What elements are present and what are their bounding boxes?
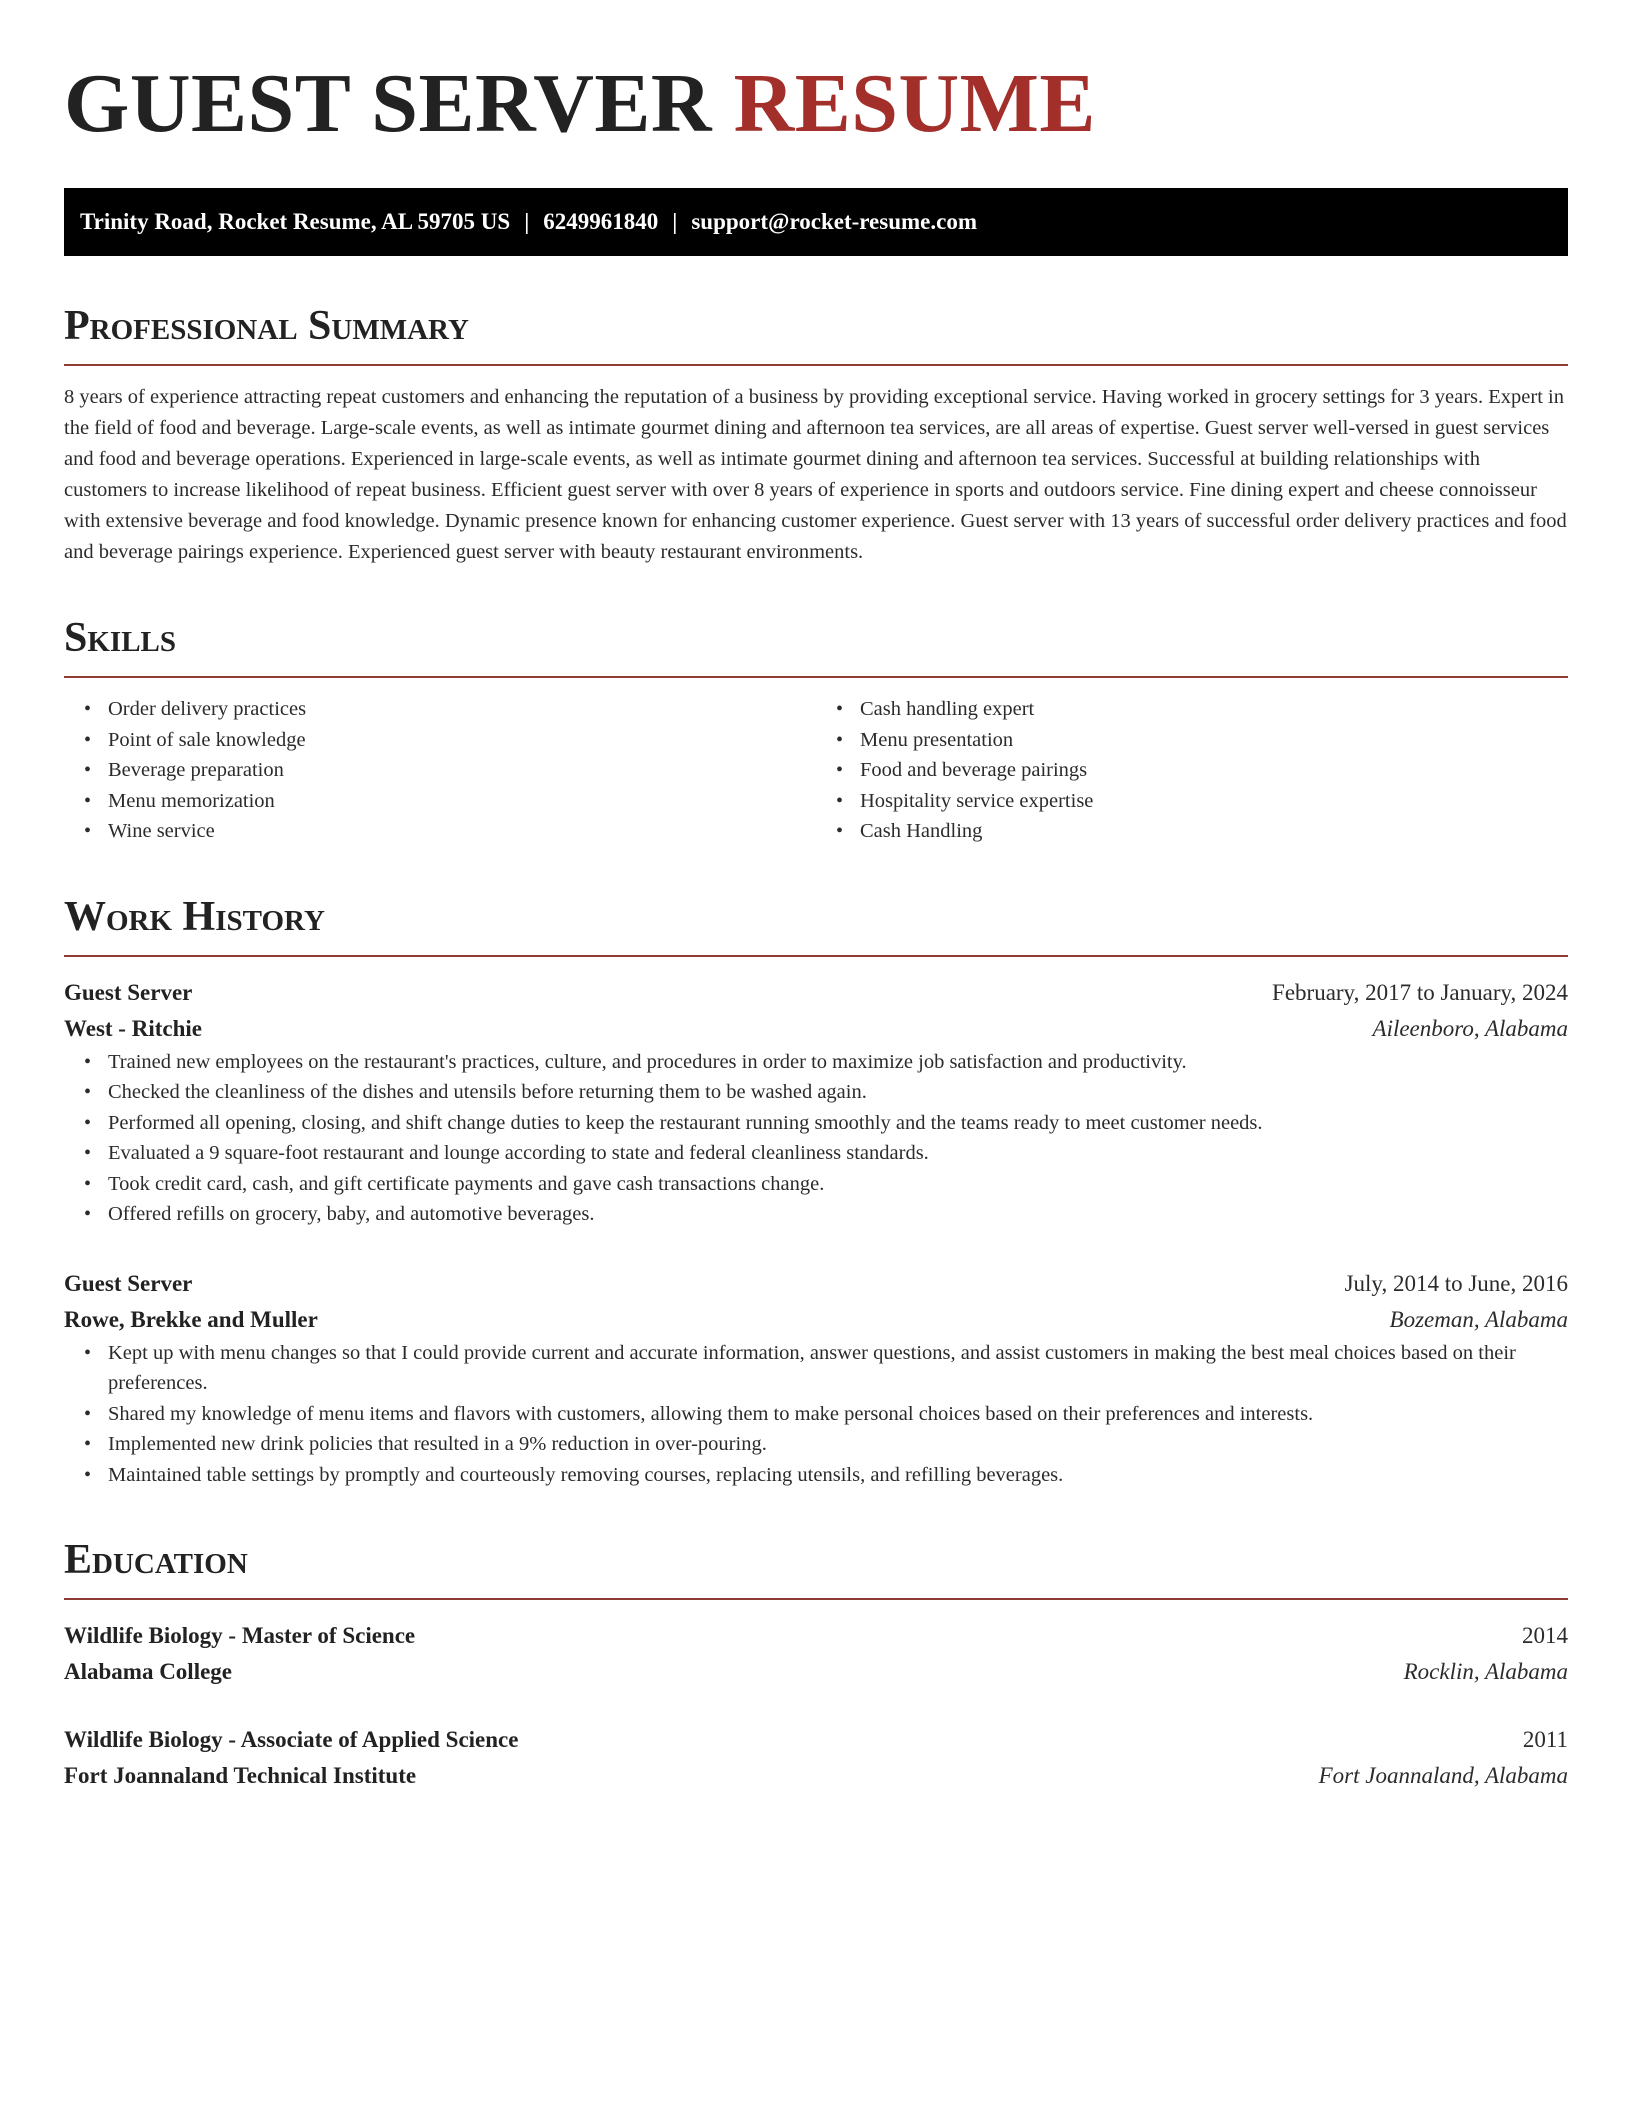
job-duties-list bbox=[64, 1047, 1568, 1230]
summary-section bbox=[64, 300, 1568, 568]
job-dates: July, 2014 to June, 2016 bbox=[1344, 1270, 1568, 1296]
education-heading: Education bbox=[64, 1534, 1568, 1600]
job-duty: • Checked the cleanliness of the dishes and utensils before returning them to be washed again. bbox=[108, 1077, 1568, 1108]
resume-title-accent: RESUME bbox=[733, 57, 1096, 150]
job-title: Guest Server bbox=[64, 979, 193, 1005]
contact-phone: 6249961840 bbox=[543, 209, 659, 234]
education-degree: Wildlife Biology - Associate of Applied Science bbox=[64, 1727, 519, 1752]
skills-grid bbox=[64, 694, 1568, 847]
job-title: Guest Server bbox=[64, 1270, 193, 1296]
job-duty: • Kept up with menu changes so that I could provide current and accurate information, answer questions, and assist customers in making the best meal choices based on their preferences. bbox=[108, 1338, 1568, 1399]
education-degree: Wildlife Biology - Master of Science bbox=[64, 1623, 416, 1648]
job-location: Aileenboro, Alabama bbox=[1372, 1015, 1568, 1041]
resume-title bbox=[64, 56, 1568, 152]
skill-item: • Beverage preparation bbox=[108, 755, 816, 786]
job-duty: • Took credit card, cash, and gift certificate payments and gave cash transactions change. bbox=[108, 1169, 1568, 1200]
job-company: Rowe, Brekke and Muller bbox=[64, 1306, 318, 1332]
job-dates: February, 2017 to January, 2024 bbox=[1272, 979, 1568, 1005]
education-school-row bbox=[64, 1654, 1568, 1690]
skills-heading: Skills bbox=[64, 612, 1568, 678]
education-year: 2011 bbox=[1522, 1727, 1568, 1752]
job-duty: • Implemented new drink policies that resulted in a 9% reduction in over-pouring. bbox=[108, 1429, 1568, 1460]
education-degree-row bbox=[64, 1722, 1568, 1758]
skills-section bbox=[64, 612, 1568, 847]
skill-item: • Menu presentation bbox=[860, 725, 1568, 756]
education-year: 2014 bbox=[1522, 1623, 1568, 1648]
job-duty: • Trained new employees on the restaurant's practices, culture, and procedures in order to maximize job satisfaction and productivity. bbox=[108, 1047, 1568, 1078]
education-entry bbox=[64, 1618, 1568, 1690]
education-school: Alabama College bbox=[64, 1659, 233, 1684]
job-duties-list bbox=[64, 1338, 1568, 1491]
job-duty: • Maintained table settings by promptly and courteously removing courses, replacing utensils, and refilling beverages. bbox=[108, 1460, 1568, 1491]
education-entry bbox=[64, 1722, 1568, 1794]
job-location: Bozeman, Alabama bbox=[1389, 1306, 1568, 1332]
job-duty: • Shared my knowledge of menu items and flavors with customers, allowing them to make personal choices based on their preferences and interests. bbox=[108, 1399, 1568, 1430]
job-company-row bbox=[64, 1011, 1568, 1047]
skill-item: • Cash Handling bbox=[860, 816, 1568, 847]
contact-email: support@rocket-resume.com bbox=[691, 209, 977, 234]
job-company-row bbox=[64, 1302, 1568, 1338]
skill-item: • Order delivery practices bbox=[108, 694, 816, 725]
contact-address: Trinity Road, Rocket Resume, AL 59705 US bbox=[80, 209, 511, 234]
skills-list-right bbox=[816, 694, 1568, 847]
work-history-heading: Work History bbox=[64, 891, 1568, 957]
contact-bar bbox=[64, 188, 1568, 256]
skill-item: • Hospitality service expertise bbox=[860, 786, 1568, 817]
skill-item: • Menu memorization bbox=[108, 786, 816, 817]
education-school-row bbox=[64, 1758, 1568, 1794]
skills-list-left bbox=[64, 694, 816, 847]
job-entry bbox=[64, 1266, 1568, 1491]
skill-item: • Wine service bbox=[108, 816, 816, 847]
resume-title-main: GUEST SERVER bbox=[64, 57, 734, 150]
skill-item: • Point of sale knowledge bbox=[108, 725, 816, 756]
work-history-section bbox=[64, 891, 1568, 1491]
education-school: Fort Joannaland Technical Institute bbox=[64, 1763, 417, 1788]
job-duty: • Offered refills on grocery, baby, and automotive beverages. bbox=[108, 1199, 1568, 1230]
job-duty: • Performed all opening, closing, and shift change duties to keep the restaurant running smoothly and the teams ready to meet customer needs. bbox=[108, 1108, 1568, 1139]
contact-separator: | bbox=[672, 209, 678, 234]
job-header-row bbox=[64, 975, 1568, 1011]
summary-heading: Professional Summary bbox=[64, 300, 1568, 366]
education-section bbox=[64, 1534, 1568, 1794]
education-location: Rocklin, Alabama bbox=[1403, 1659, 1568, 1684]
skill-item: • Food and beverage pairings bbox=[860, 755, 1568, 786]
job-header-row bbox=[64, 1266, 1568, 1302]
contact-separator: | bbox=[524, 209, 530, 234]
education-degree-row bbox=[64, 1618, 1568, 1654]
education-location: Fort Joannaland, Alabama bbox=[1318, 1763, 1568, 1788]
job-company: West - Ritchie bbox=[64, 1015, 202, 1041]
skill-item: • Cash handling expert bbox=[860, 694, 1568, 725]
job-entry bbox=[64, 975, 1568, 1230]
summary-text: 8 years of experience attracting repeat customers and enhancing the reputation of a business by providing exceptional service. Having worked in grocery settings for 3 years. Expert in the field of food and beverage. Large-scale events, as well as intimate gourmet dining and afternoon tea services, are all areas of expertise. Guest server well-versed in guest services and food and beverage operations. Experienced in large-scale events, as well as intimate gourmet dining and afternoon tea services. Successful at building relationships with customers to increase likelihood of repeat business. Efficient guest server with over 8 years of experience in sports and outdoors service. Fine dining expert and cheese connoisseur with extensive beverage and food knowledge. Dynamic presence known for enhancing customer experience. Guest server with 13 years of successful order delivery practices and food and beverage pairings experience. Experienced guest server with beauty restaurant environments. bbox=[64, 386, 1567, 563]
job-duty: • Evaluated a 9 square-foot restaurant and lounge according to state and federal cleanliness standards. bbox=[108, 1138, 1568, 1169]
